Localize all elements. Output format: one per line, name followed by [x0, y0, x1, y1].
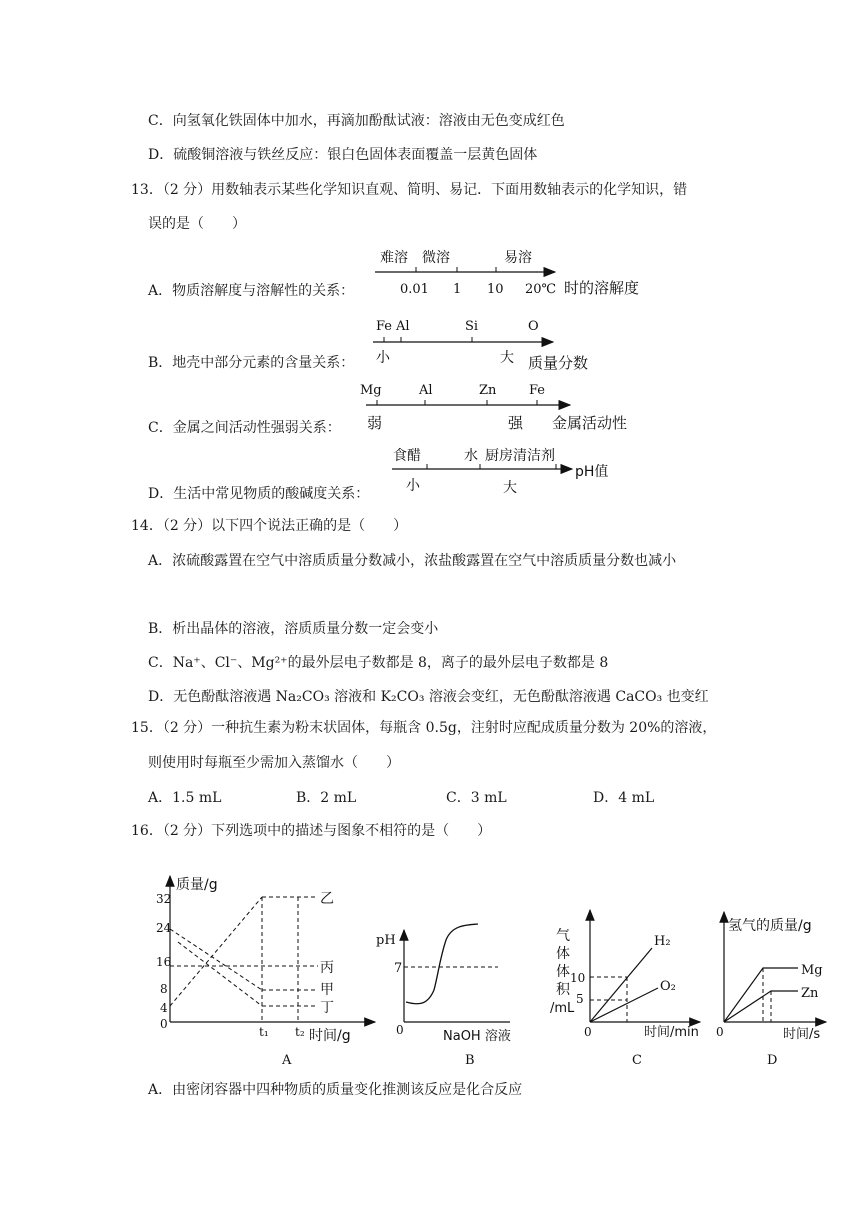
q14-option-d: D．无色酚酞溶液遇 Na₂CO₃ 溶液和 K₂CO₃ 溶液会变红，无色酚酞溶液遇 CaCO₃ 也变红: [148, 689, 709, 705]
graph-a-series-jia: 甲: [320, 982, 334, 998]
graph-c-ylabel-3: 体: [556, 964, 570, 980]
graph-a-series-ding: 丁: [320, 1000, 334, 1016]
crust-element-axis: [373, 319, 588, 372]
axis-a-tick-001: 0.01: [400, 282, 429, 297]
graph-a-xlabel: 时间/g: [309, 1028, 351, 1044]
graph-b-ylabel: pH: [376, 933, 396, 948]
q15-option-a: A．1.5 mL: [148, 790, 222, 806]
axis-b-title: 质量分数: [528, 354, 589, 372]
graph-b-ytick-7: 7: [394, 961, 403, 976]
graph-d-xlabel: 时间/s: [783, 1027, 821, 1042]
axis-c-zn: Zn: [479, 383, 497, 398]
solubility-axis: [375, 249, 639, 297]
graph-c-ytick-5: 5: [576, 992, 584, 1006]
graph-a-ytick-24: 24: [156, 921, 172, 935]
graph-c-xlabel: 时间/min: [644, 1025, 699, 1040]
graph-a-ytick-32: 32: [156, 892, 172, 906]
graph-c: [550, 910, 700, 1068]
q13-option-a: A．物质溶解度与溶解性的关系：: [148, 283, 355, 299]
axis-c-al: Al: [419, 383, 433, 398]
axis-b-fe: Fe: [376, 319, 393, 334]
axis-b-small: 小: [376, 350, 390, 366]
axis-d-vinegar: 食醋: [393, 448, 421, 464]
q15-option-d: D．4 mL: [593, 790, 655, 806]
axis-a-tick-10: 10: [487, 282, 504, 297]
graph-a-ytick-8: 8: [160, 982, 168, 996]
axis-a-label-insoluble: 难溶: [380, 250, 408, 266]
graph-c-series-h2: H₂: [654, 934, 671, 949]
graph-c-series-o2: O₂: [660, 979, 676, 994]
axis-a-label-slightly: 微溶: [422, 250, 450, 266]
q15-stem-cont: 则使用时每瓶至少需加入蒸馏水（ ）: [148, 755, 400, 771]
q14-option-c: C．Na⁺、Cl⁻、Mg²⁺的最外层电子数都是 8，离子的最外层电子数都是 8: [148, 655, 609, 671]
graph-d: [716, 912, 826, 1068]
graph-c-ylabel-4: 积: [556, 982, 570, 998]
axis-d-cleaner: 厨房清洁剂: [485, 448, 555, 464]
axis-a-title: 时的溶解度: [564, 279, 640, 297]
q13-stem: 13．（2 分）用数轴表示某些化学知识直观、简明、易记．下面用数轴表示的化学知识，错: [131, 182, 688, 198]
axis-a-label-soluble: 易溶: [504, 250, 532, 266]
graph-a-series-bing: 丙: [320, 960, 334, 976]
axis-d-title: pH值: [575, 464, 609, 480]
q15-option-b: B．2 mL: [296, 790, 357, 806]
graph-d-origin: 0: [716, 1025, 724, 1039]
q12-option-d: D．硫酸铜溶液与铁丝反应：银白色固体表面覆盖一层黄色固体: [148, 147, 538, 163]
axis-a-tick-1: 1: [453, 282, 462, 297]
graph-b-xlabel: NaOH 溶液: [443, 1029, 511, 1044]
graph-d-series-mg: Mg: [801, 963, 823, 978]
q13-stem-cont: 误的是（ ）: [148, 216, 246, 232]
graph-b: [376, 924, 511, 1068]
q14-option-a: A．浓硫酸露置在空气中溶质质量分数减小，浓盐酸露置在空气中溶质质量分数也减小: [148, 553, 677, 569]
q14-stem: 14．（2 分）以下四个说法正确的是（ ）: [131, 518, 408, 534]
q14-option-b: B．析出晶体的溶液，溶质质量分数一定会变小: [148, 621, 439, 637]
graph-a-xtick-t2: t₂: [295, 1025, 305, 1039]
q16-stem: 16．（2 分）下列选项中的描述与图象不相符的是（ ）: [131, 823, 492, 839]
q13-option-b: B．地壳中部分元素的含量关系：: [148, 355, 355, 371]
axis-b-large: 大: [500, 350, 514, 366]
q15-stem: 15．（2 分）一种抗生素为粉末状固体，每瓶含 0.5g，注射时应配成质量分数为 20%的溶液，: [131, 720, 717, 736]
graph-a-ylabel: 质量/g: [176, 877, 218, 893]
axis-d-water: 水: [464, 448, 478, 464]
graph-c-ylabel-1: 气: [556, 928, 570, 944]
q12-option-c: C．向氢氧化铁固体中加水，再滴加酚酞试液：溶液由无色变成红色: [148, 113, 565, 129]
axis-b-si: Si: [465, 319, 479, 334]
axis-b-o: O: [528, 319, 539, 334]
ph-axis: [392, 447, 608, 496]
graph-b-caption: B: [465, 1053, 475, 1068]
graph-c-ylabel-2: 体: [556, 946, 570, 962]
graph-a-ytick-0: 0: [160, 1017, 168, 1031]
q16-option-a: A．由密闭容器中四种物质的质量变化推测该反应是化合反应: [148, 1082, 523, 1098]
axis-c-fe: Fe: [529, 383, 546, 398]
graph-b-origin: 0: [396, 1023, 404, 1037]
graph-a-caption: A: [282, 1053, 292, 1068]
axis-d-large: 大: [503, 480, 517, 496]
graph-a-series-yi: 乙: [320, 891, 334, 907]
graph-c-ylabel-5: /mL: [550, 1001, 575, 1016]
axis-a-tick-20c: 20℃: [525, 282, 557, 297]
q13-option-c: C．金属之间活动性强弱关系：: [148, 420, 341, 436]
axis-c-title: 金属活动性: [552, 414, 628, 432]
graph-c-caption: C: [632, 1053, 642, 1068]
q15-option-c: C．3 mL: [446, 790, 507, 806]
axis-c-strong: 强: [508, 414, 524, 432]
graph-d-ylabel: 氢气的质量/g: [728, 918, 812, 934]
graph-a-ytick-4: 4: [160, 1001, 168, 1015]
graph-d-caption: D: [767, 1053, 778, 1068]
q13-option-d: D．生活中常见物质的酸碱度关系：: [148, 486, 370, 502]
axis-b-al: Al: [396, 319, 410, 334]
graph-a-xtick-t1: t₁: [259, 1025, 269, 1039]
graph-d-series-zn: Zn: [801, 986, 819, 1001]
graph-c-ytick-10: 10: [570, 971, 586, 985]
axis-c-weak: 弱: [367, 414, 383, 432]
axis-d-small: 小: [406, 478, 420, 494]
graph-c-origin: 0: [584, 1025, 592, 1039]
graph-a: [156, 876, 375, 1068]
graph-a-ytick-16: 16: [156, 955, 172, 969]
axis-c-mg: Mg: [360, 383, 382, 398]
metal-activity-axis: [360, 383, 627, 432]
